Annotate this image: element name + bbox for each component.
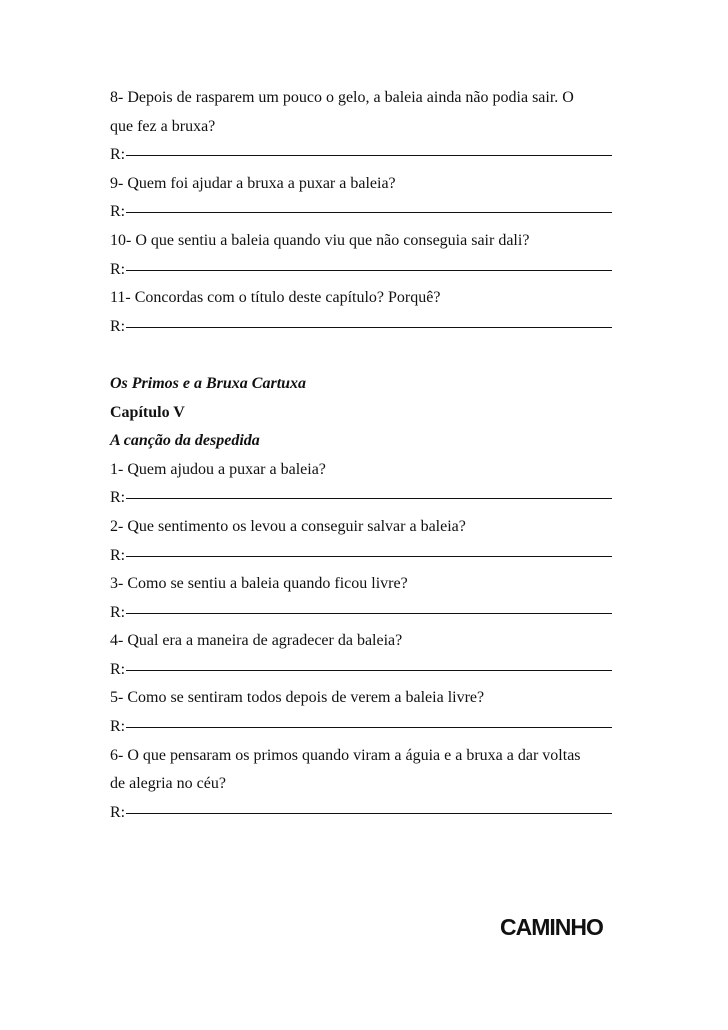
question-text: 5- Como se sentiram todos depois de verem a baleia livre? xyxy=(110,689,485,707)
answer-line xyxy=(110,313,620,342)
answer-line xyxy=(110,484,620,513)
book-title: Os Primos e a Bruxa Cartuxa xyxy=(110,374,307,392)
answer-rule xyxy=(126,311,612,328)
answer-prefix: R: xyxy=(110,546,126,564)
question-5 xyxy=(110,684,620,741)
answer-rule xyxy=(126,797,612,814)
answer-prefix: R: xyxy=(110,203,126,221)
answer-line xyxy=(110,799,620,828)
question-text: 6- O que pensaram os primos quando viram a águia e a bruxa a dar voltas xyxy=(110,746,581,764)
question-text: 11- Concordas com o título deste capítulo? Porquê? xyxy=(110,289,441,307)
section-gap xyxy=(110,341,620,370)
answer-rule xyxy=(126,139,612,156)
chapter-title: A canção da despedida xyxy=(110,432,260,450)
answer-prefix: R: xyxy=(110,489,126,507)
question-text: de alegria no céu? xyxy=(110,775,226,793)
chapter-heading: Capítulo V xyxy=(110,403,185,421)
answer-prefix: R: xyxy=(110,603,126,621)
answer-line xyxy=(110,141,620,170)
answer-rule xyxy=(126,654,612,671)
question-text: 4- Qual era a maneira de agradecer da baleia? xyxy=(110,632,403,650)
question-text: 2- Que sentimento os levou a conseguir salvar a baleia? xyxy=(110,517,466,535)
question-text: 9- Quem foi ajudar a bruxa a puxar a baleia? xyxy=(110,174,396,192)
publisher-logo: CAMINHO xyxy=(500,914,603,940)
question-1 xyxy=(110,456,620,513)
answer-prefix: R: xyxy=(110,660,126,678)
answer-rule xyxy=(126,196,612,213)
answer-line xyxy=(110,656,620,685)
question-10 xyxy=(110,227,620,284)
answer-rule xyxy=(126,482,612,499)
answer-prefix: R: xyxy=(110,146,126,164)
answer-prefix: R: xyxy=(110,718,126,736)
answer-line xyxy=(110,713,620,742)
worksheet-page xyxy=(110,84,620,827)
answer-prefix: R: xyxy=(110,317,126,335)
answer-line xyxy=(110,256,620,285)
question-3 xyxy=(110,570,620,627)
answer-rule xyxy=(126,254,612,271)
question-9 xyxy=(110,170,620,227)
answer-prefix: R: xyxy=(110,260,126,278)
question-8 xyxy=(110,84,620,170)
answer-prefix: R: xyxy=(110,803,126,821)
question-11 xyxy=(110,284,620,341)
answer-rule xyxy=(126,711,612,728)
answer-rule xyxy=(126,597,612,614)
answer-line xyxy=(110,599,620,628)
section-1-questions xyxy=(110,84,620,341)
question-text: 3- Como se sentiu a baleia quando ficou livre? xyxy=(110,575,408,593)
answer-line xyxy=(110,542,620,571)
question-6 xyxy=(110,742,620,828)
question-text: que fez a bruxa? xyxy=(110,117,216,135)
question-text: 8- Depois de rasparem um pouco o gelo, a baleia ainda não podia sair. O xyxy=(110,89,574,106)
answer-rule xyxy=(126,540,612,557)
answer-line xyxy=(110,198,620,227)
question-2 xyxy=(110,513,620,570)
question-text: 1- Quem ajudou a puxar a baleia? xyxy=(110,460,326,478)
question-text: 10- O que sentiu a baleia quando viu que não conseguia sair dali? xyxy=(110,231,530,249)
section-2 xyxy=(110,370,620,828)
question-4 xyxy=(110,627,620,684)
